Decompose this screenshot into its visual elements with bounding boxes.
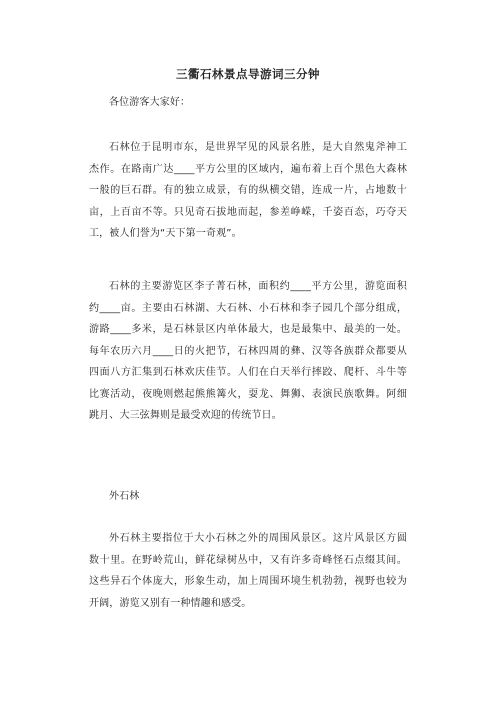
- paragraph-line: 游路____多米，是石林景区内单体最大，也是最集中、最美的一处。: [89, 324, 407, 335]
- paragraph-line: 四面八方汇集到石林欢庆佳节。人们在白天举行摔跤、爬杆、斗牛等: [89, 367, 407, 378]
- section-heading-text: 外石林: [109, 491, 140, 502]
- paragraph-line: 每年农历六月____日的火把节，石林四周的彝、汉等各族群众都要从: [89, 345, 407, 357]
- section-heading: [89, 486, 407, 508]
- paragraph-line: 杰作。在路南广达____平方公里的区域内，遍布着上百个黑色大森林: [89, 163, 407, 175]
- paragraph-line: 亩，上百亩不等。只见奇石拔地而起，参差峥嵘，千姿百态，巧夺天: [89, 206, 407, 218]
- paragraph-line: 数十里。在野岭荒山，鲜花绿树丛中，又有许多奇峰怪石点缀其间。: [89, 554, 407, 566]
- paragraph-1: [89, 137, 407, 245]
- paragraph-2: [89, 276, 407, 427]
- paragraph-3: [89, 528, 407, 614]
- paragraph-line: 工，被人们誉为“天下第一奇观”。: [89, 228, 242, 239]
- paragraph-line: 外石林主要指位于大小石林之外的周围风景区。这片风景区方圆: [109, 533, 407, 544]
- paragraph-line: 开阔，游览又别有一种情趣和感受。: [89, 597, 252, 609]
- greeting-line: 各位游客大家好：: [109, 97, 191, 108]
- paragraph-line: 石林的主要游览区李子菁石林，面积约____平方公里，游览面积: [109, 281, 407, 292]
- paragraph-line: 比赛活动，夜晚则燃起熊熊篝火，耍龙、舞狮、表演民族歌舞。阿细: [89, 388, 407, 400]
- greeting: [89, 92, 407, 114]
- paragraph-line: 跳月、大三弦舞则是最受欢迎的传统节日。: [89, 410, 282, 421]
- paragraph-line: 约____亩。主要由石林湖、大石林、小石林和李子园几个部分组成，: [89, 302, 407, 314]
- paragraph-line: 一般的巨石群。有的独立成景，有的纵横交错，连成一片，占地数十: [89, 185, 407, 196]
- document-title: 三衢石林景点导游词三分钟: [176, 67, 320, 81]
- paragraph-line: 这些异石个体庞大，形象生动，加上周围环境生机勃勃，视野也较为: [89, 576, 407, 587]
- paragraph-line: 石林位于昆明市东，是世界罕见的风景名胜，是大自然鬼斧神工: [109, 142, 407, 153]
